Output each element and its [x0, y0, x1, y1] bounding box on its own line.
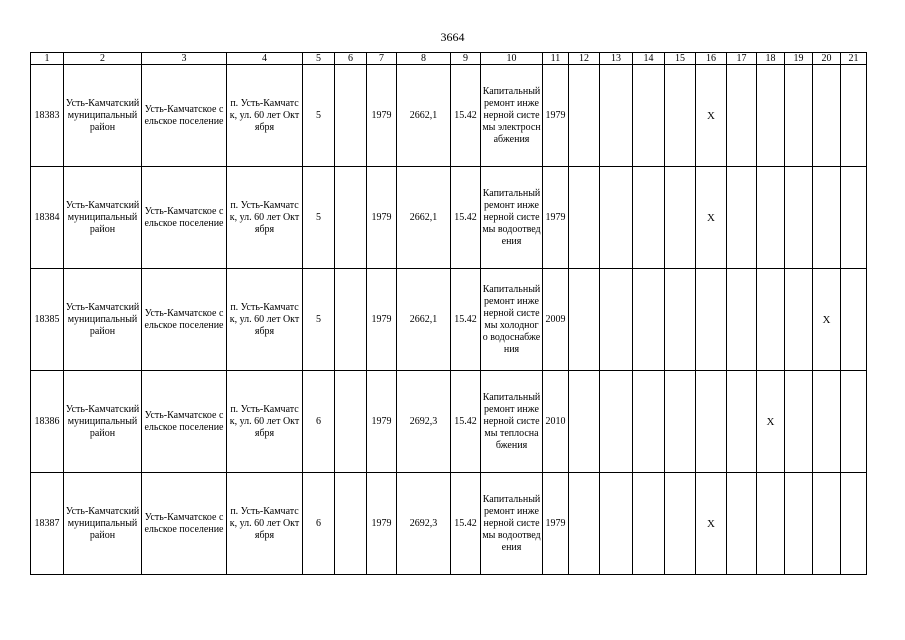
column-header: 12 — [569, 53, 600, 65]
table-row — [31, 269, 867, 371]
settlement: Усть-Камчатское сельское поселение — [142, 473, 227, 575]
record-number: 18386 — [31, 371, 64, 473]
cell-c11: 1979 — [543, 167, 569, 269]
column-header: 18 — [757, 53, 785, 65]
cell-c14 — [633, 371, 665, 473]
cell-c18 — [757, 167, 785, 269]
cell-c5: 5 — [303, 65, 335, 167]
cell-c17 — [727, 473, 757, 575]
record-number: 18383 — [31, 65, 64, 167]
repair-type: Капитальный ремонт инженерной системы холодного водоснабжения — [481, 269, 543, 371]
address: п. Усть-Камчатск, ул. 60 лет Октября — [227, 371, 303, 473]
cell-c8: 2692,3 — [397, 371, 451, 473]
cell-c5: 5 — [303, 269, 335, 371]
settlement: Усть-Камчатское сельское поселение — [142, 167, 227, 269]
cell-c11: 1979 — [543, 473, 569, 575]
cell-c12 — [569, 167, 600, 269]
cell-c21 — [841, 65, 867, 167]
column-header: 1 — [31, 53, 64, 65]
column-header: 17 — [727, 53, 757, 65]
cell-c13 — [600, 371, 633, 473]
table-row — [31, 167, 867, 269]
cell-c11: 1979 — [543, 65, 569, 167]
cell-c6 — [335, 65, 367, 167]
cell-c13 — [600, 65, 633, 167]
page-number: 3664 — [440, 30, 465, 44]
cell-c21 — [841, 473, 867, 575]
cell-c21 — [841, 371, 867, 473]
cell-c16: X — [696, 167, 727, 269]
cell-c18: X — [757, 371, 785, 473]
record-number: 18385 — [31, 269, 64, 371]
cell-c9: 15.42 — [451, 473, 481, 575]
cell-c14 — [633, 167, 665, 269]
repair-type: Капитальный ремонт инженерной системы теплоснабжения — [481, 371, 543, 473]
cell-c6 — [335, 167, 367, 269]
cell-c16 — [696, 371, 727, 473]
cell-c8: 2662,1 — [397, 65, 451, 167]
cell-c9: 15.42 — [451, 269, 481, 371]
cell-c19 — [785, 167, 813, 269]
cell-c7: 1979 — [367, 269, 397, 371]
cell-c17 — [727, 269, 757, 371]
municipal-district: Усть-Камчатский муниципальный район — [64, 167, 142, 269]
repair-type: Капитальный ремонт инженерной системы электроснабжения — [481, 65, 543, 167]
column-header: 9 — [451, 53, 481, 65]
cell-c14 — [633, 65, 665, 167]
table-row — [31, 65, 867, 167]
cell-c19 — [785, 371, 813, 473]
column-header: 4 — [227, 53, 303, 65]
record-number: 18384 — [31, 167, 64, 269]
capital-repair-table — [30, 52, 867, 575]
table-row — [31, 473, 867, 575]
cell-c17 — [727, 167, 757, 269]
column-header: 5 — [303, 53, 335, 65]
address: п. Усть-Камчатск, ул. 60 лет Октября — [227, 167, 303, 269]
municipal-district: Усть-Камчатский муниципальный район — [64, 371, 142, 473]
cell-c14 — [633, 473, 665, 575]
cell-c20 — [813, 167, 841, 269]
cell-c8: 2662,1 — [397, 269, 451, 371]
cell-c21 — [841, 167, 867, 269]
cell-c9: 15.42 — [451, 371, 481, 473]
cell-c19 — [785, 473, 813, 575]
cell-c9: 15.42 — [451, 167, 481, 269]
settlement: Усть-Камчатское сельское поселение — [142, 371, 227, 473]
cell-c20: X — [813, 269, 841, 371]
cell-c20 — [813, 65, 841, 167]
municipal-district: Усть-Камчатский муниципальный район — [64, 269, 142, 371]
cell-c15 — [665, 473, 696, 575]
cell-c12 — [569, 371, 600, 473]
cell-c8: 2662,1 — [397, 167, 451, 269]
cell-c8: 2692,3 — [397, 473, 451, 575]
cell-c13 — [600, 167, 633, 269]
cell-c13 — [600, 473, 633, 575]
cell-c17 — [727, 65, 757, 167]
cell-c18 — [757, 269, 785, 371]
record-number: 18387 — [31, 473, 64, 575]
cell-c7: 1979 — [367, 65, 397, 167]
municipal-district: Усть-Камчатский муниципальный район — [64, 473, 142, 575]
cell-c20 — [813, 473, 841, 575]
column-header: 16 — [696, 53, 727, 65]
column-header: 7 — [367, 53, 397, 65]
column-header: 13 — [600, 53, 633, 65]
column-header: 3 — [142, 53, 227, 65]
cell-c12 — [569, 473, 600, 575]
column-header: 11 — [543, 53, 569, 65]
address: п. Усть-Камчатск, ул. 60 лет Октября — [227, 473, 303, 575]
cell-c9: 15.42 — [451, 65, 481, 167]
cell-c14 — [633, 269, 665, 371]
cell-c13 — [600, 269, 633, 371]
cell-c19 — [785, 65, 813, 167]
cell-c15 — [665, 167, 696, 269]
cell-c6 — [335, 269, 367, 371]
address: п. Усть-Камчатск, ул. 60 лет Октября — [227, 65, 303, 167]
cell-c16: X — [696, 473, 727, 575]
cell-c17 — [727, 371, 757, 473]
cell-c7: 1979 — [367, 371, 397, 473]
cell-c5: 6 — [303, 371, 335, 473]
column-number-row — [31, 53, 867, 65]
cell-c6 — [335, 371, 367, 473]
cell-c7: 1979 — [367, 473, 397, 575]
cell-c16: X — [696, 65, 727, 167]
settlement: Усть-Камчатское сельское поселение — [142, 65, 227, 167]
column-header: 8 — [397, 53, 451, 65]
column-header: 15 — [665, 53, 696, 65]
cell-c19 — [785, 269, 813, 371]
column-header: 10 — [481, 53, 543, 65]
table-row — [31, 371, 867, 473]
cell-c5: 5 — [303, 167, 335, 269]
cell-c21 — [841, 269, 867, 371]
column-header: 2 — [64, 53, 142, 65]
cell-c16 — [696, 269, 727, 371]
cell-c15 — [665, 269, 696, 371]
cell-c18 — [757, 473, 785, 575]
repair-type: Капитальный ремонт инженерной системы водоотведения — [481, 167, 543, 269]
column-header: 6 — [335, 53, 367, 65]
cell-c15 — [665, 371, 696, 473]
cell-c6 — [335, 473, 367, 575]
cell-c18 — [757, 65, 785, 167]
column-header: 19 — [785, 53, 813, 65]
cell-c20 — [813, 371, 841, 473]
cell-c15 — [665, 65, 696, 167]
cell-c11: 2010 — [543, 371, 569, 473]
cell-c12 — [569, 269, 600, 371]
settlement: Усть-Камчатское сельское поселение — [142, 269, 227, 371]
municipal-district: Усть-Камчатский муниципальный район — [64, 65, 142, 167]
address: п. Усть-Камчатск, ул. 60 лет Октября — [227, 269, 303, 371]
column-header: 14 — [633, 53, 665, 65]
cell-c5: 6 — [303, 473, 335, 575]
cell-c7: 1979 — [367, 167, 397, 269]
cell-c11: 2009 — [543, 269, 569, 371]
column-header: 21 — [841, 53, 867, 65]
cell-c12 — [569, 65, 600, 167]
column-header: 20 — [813, 53, 841, 65]
repair-type: Капитальный ремонт инженерной системы водоотведения — [481, 473, 543, 575]
